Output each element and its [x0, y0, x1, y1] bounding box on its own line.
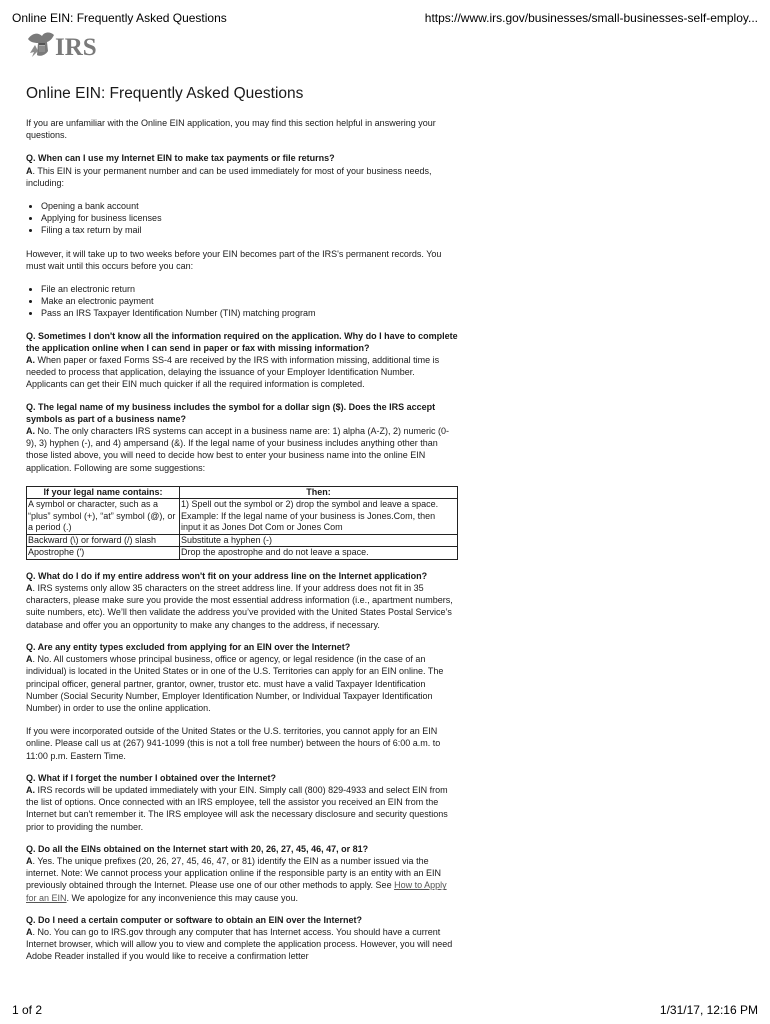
page-number: 1 of 2 — [12, 1003, 43, 1017]
list-item: • Opening a bank account — [41, 200, 458, 212]
how-to-apply-link[interactable]: How to Apply for an EIN — [26, 880, 447, 903]
faq-question: Q. When can I use my Internet EIN to make tax payments or file returns? — [26, 153, 335, 164]
answer-text: . No. All customers whose principal business, office or agency, or legal residence (in the case of an individual) is located in the United States or in one of the U.S. Territories can apply for an EIN online. The principal officer, general partner, grantor, owner, trustor etc. must have a valid Taxpayer Identification Number (Social Security Number, Employer Identification Number, or Individual Taxpayer Identification Number) in order to use the online application. — [26, 654, 444, 713]
faq-answer — [26, 653, 458, 714]
list-item: • Applying for business licenses — [41, 212, 458, 224]
answer-label: A — [26, 583, 33, 594]
faq-item-forgot-number — [26, 772, 458, 833]
column-header: If your legal name contains: — [27, 486, 180, 499]
faq-item-dollar-sign — [26, 401, 458, 560]
faq-question: Q. Sometimes I don't know all the information required on the application. Why do I have to complete the application online when I can send in paper or fax with missing information? — [26, 330, 458, 353]
faq-question: Q. Do all the EINs obtained on the Internet start with 20, 26, 27, 45, 46, 47, or 81? — [26, 843, 369, 854]
irs-logo[interactable] — [26, 29, 106, 61]
faq-item-computer-software — [26, 914, 458, 963]
print-datetime: 1/31/17, 12:16 PM — [659, 1003, 758, 1017]
answer-label: A. — [26, 784, 35, 795]
page-title: Online EIN: Frequently Asked Questions — [26, 85, 304, 102]
table-row — [27, 547, 458, 560]
table-row — [27, 499, 458, 535]
faq-item-missing-information — [26, 330, 458, 391]
answer-text: . This EIN is your permanent number and can be used immediately for most of your business needs, including: — [26, 165, 432, 188]
bullet-list — [26, 200, 458, 237]
faq-answer — [26, 926, 458, 963]
table-cell: Substitute a hyphen (-) — [180, 534, 458, 547]
faq-item-entity-types — [26, 641, 458, 762]
name-symbols-table — [26, 486, 458, 560]
list-item: • Pass an IRS Taxpayer Identification Number (TIN) matching program — [41, 307, 458, 319]
table-header-row — [27, 486, 458, 499]
table-cell: Drop the apostrophe and do not leave a space. — [180, 547, 458, 560]
list-item: • Make an electronic payment — [41, 295, 458, 307]
faq-question: Q. The legal name of my business includes the symbol for a dollar sign ($). Does the IRS accept symbols as part of a business name? — [26, 401, 436, 424]
faq-answer — [26, 582, 458, 631]
faq-item-address-length — [26, 570, 458, 631]
answer-text: IRS records will be updated immediately with your EIN. Simply call (800) 829-4933 and select EIN from the list of options. Once connected with an IRS employee, tell the assistor you received an EIN from the Internet but can't remember it. The IRS employee will ask the necessary disclosure and security questions prior to providing the number. — [26, 784, 448, 832]
faq-item-tax-payments — [26, 152, 458, 319]
table-cell: Apostrophe (') — [27, 547, 180, 560]
answer-paragraph: If you were incorporated outside of the United States or the U.S. territories, you cannot apply for an EIN online. Please call us at (267) 941-1099 (this is not a toll free number) between the hours of 6:00 a.m. to 11:00 p.m. Eastern Time. — [26, 726, 441, 761]
intro-paragraph: If you are unfamiliar with the Online EIN application, you may find this section helpful in answering your questions. — [26, 118, 436, 141]
bullet-list — [26, 283, 458, 320]
faq-answer — [26, 855, 458, 904]
answer-label: A — [26, 926, 33, 937]
print-footer — [12, 1002, 758, 1018]
answer-label: A. — [26, 355, 35, 366]
irs-logo-text: IRS — [55, 34, 97, 61]
print-header-title: Online EIN: Frequently Asked Questions — [12, 11, 227, 25]
table-cell: 1) Spell out the symbol or 2) drop the symbol and leave a space. Example: If the legal name of your business is Jones.Com, then input it as Jones Dot Com or Jones Com — [180, 499, 458, 535]
answer-label: A — [26, 654, 33, 665]
answer-paragraph: However, it will take up to two weeks before your EIN becomes part of the IRS's permanent records. You must wait until this occurs before you can: — [26, 248, 442, 271]
answer-text-continued: . We apologize for any inconvenience this may cause you. — [66, 892, 298, 903]
main-content — [26, 84, 458, 973]
faq-question: Q. What if I forget the number I obtained over the Internet? — [26, 772, 277, 783]
answer-label: A. — [26, 426, 35, 437]
irs-eagle-logo-icon — [26, 29, 106, 61]
table-cell: Backward (\) or forward (/) slash — [27, 534, 180, 547]
answer-text: No. The only characters IRS systems can accept in a business name are: 1) alpha (A-Z), 2) numeric (0-9), 3) hyphen (-), and 4) ampersand (&). If the legal name of your business includes anything other than those listed above, you will need to decide how best to enter your business name into the online EIN application. Following are some suggestions: — [26, 426, 449, 473]
column-header: Then: — [180, 486, 458, 499]
faq-question: Q. Do I need a certain computer or software to obtain an EIN over the Internet? — [26, 914, 363, 925]
answer-label: A — [26, 165, 33, 176]
table-cell: A symbol or character, such as a “plus” symbol (+), “at” symbol (@), or a period (.) — [27, 499, 180, 535]
print-header — [12, 10, 758, 26]
answer-label: A — [26, 855, 33, 866]
faq-question: Q. Are any entity types excluded from applying for an EIN over the Internet? — [26, 641, 351, 652]
list-item: • File an electronic return — [41, 283, 458, 295]
faq-question: Q. What do I do if my entire address won't fit on your address line on the Internet application? — [26, 570, 428, 581]
table-row — [27, 534, 458, 547]
faq-answer — [26, 165, 458, 189]
answer-text: . Yes. The unique prefixes (20, 26, 27, 45, 46, 47, or 81) identify the EIN as a number issued via the internet. Note: We cannot process your application online if the responsible party is an entity with an EIN previously obtained through the Internet. Please use one of our other methods to apply. See — [26, 855, 442, 891]
faq-answer — [26, 784, 458, 833]
print-header-url: https://www.irs.gov/businesses/small-businesses-self-employ... — [424, 11, 758, 25]
faq-answer — [26, 425, 458, 474]
list-item: • Filing a tax return by mail — [41, 224, 458, 236]
faq-answer — [26, 354, 458, 391]
answer-text: . IRS systems only allow 35 characters on the street address line. If your address does not fit in 35 characters, please make sure you provide the most essential address information (i.e., apartment numbers, suite numbers, etc). We’ll then validate the address you’ve provided with the United States Postal Service’s database and offer you an opportunity to make any changes to the address, if necessary. — [26, 583, 453, 630]
faq-item-ein-prefixes — [26, 843, 458, 904]
answer-text: . No. You can go to IRS.gov through any computer that has Internet access. You should have a current Internet browser, which will allow you to view and complete the application process. However, you will need Adobe Reader installed if you would like to receive a confirmation letter — [26, 926, 453, 962]
answer-text: When paper or faxed Forms SS-4 are received by the IRS with information missing, additional time is needed to process that application, delaying the issuance of your Employer Identification Number. Applicants can get their EIN much quicker if all the required information is completed. — [26, 355, 440, 390]
